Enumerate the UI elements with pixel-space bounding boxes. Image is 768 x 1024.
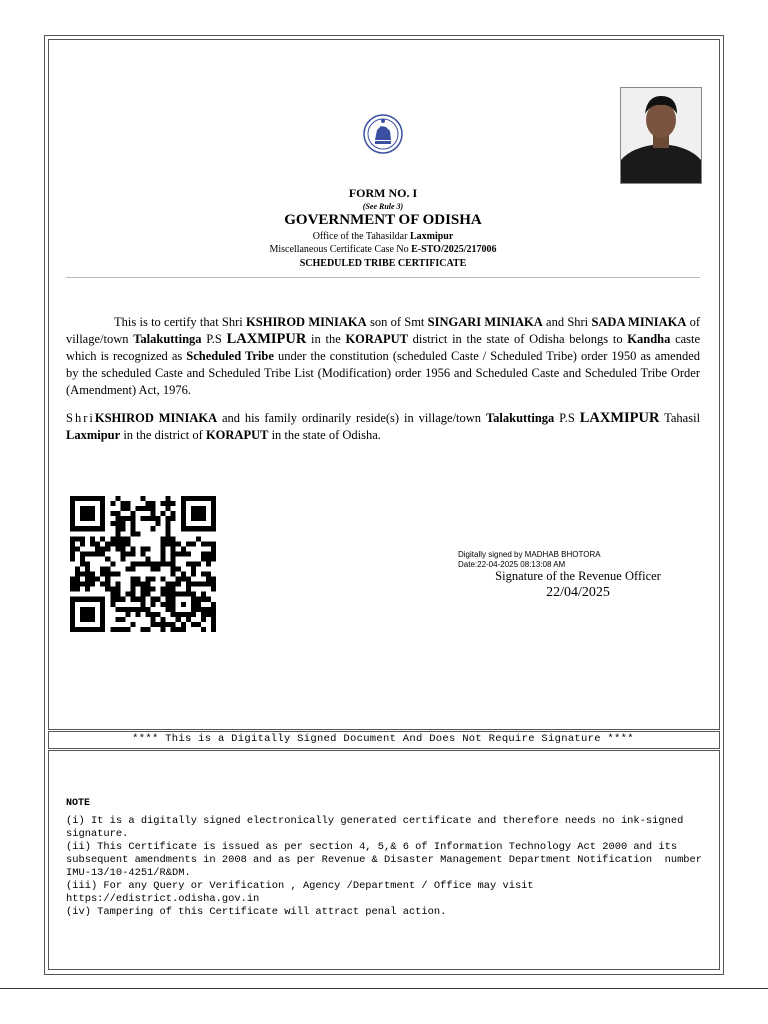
- applicant-photo: [620, 87, 702, 184]
- note-heading: NOTE: [66, 798, 91, 809]
- note-item: (i) It is a digitally signed electronically generated certificate and therefore needs no ink-signed signature.: [66, 815, 690, 840]
- category: Scheduled Tribe: [186, 349, 274, 363]
- odisha-emblem-icon: [362, 113, 404, 155]
- qr-code: [70, 495, 216, 633]
- case-prefix: Miscellaneous Certificate Case No: [269, 244, 409, 255]
- district: KORAPUT: [345, 332, 408, 346]
- digital-signed-by: Digitally signed by MADHAB BHOTORA: [458, 550, 601, 559]
- resident-ps: LAXMIPUR: [579, 410, 660, 426]
- digital-signed-date: Date:22-04-2025 08:13:08 AM: [458, 560, 566, 569]
- father-name: SADA MINIAKA: [591, 315, 687, 329]
- note-item: (iv) Tampering of this Certificate will attract penal action.: [66, 906, 447, 918]
- signature-title: Signature of the Revenue Officer: [495, 569, 661, 583]
- caste: Kandha: [627, 332, 671, 346]
- notes-list: [66, 815, 709, 919]
- police-station: LAXMIPUR: [226, 331, 307, 347]
- government-title: GOVERNMENT OF ODISHA: [284, 212, 482, 228]
- digital-notice: **** This is a Digitally Signed Document And Does Not Require Signature ****: [132, 733, 634, 745]
- office-prefix: Office of the Tahasildar: [312, 231, 408, 242]
- mother-name: SINGARI MINIAKA: [427, 315, 543, 329]
- certificate-paragraph-1: This is to certify that Shri KSHIROD MINIAKA son of Smt SINGARI MINIAKA and Shri SADA MINIAKA of village/town Talakuttinga P.S LAXMIPUR in the KORAPUT district in the state of Odisha belongs to Kandha caste which is recognized as Scheduled Tribe under the constitution (scheduled Caste / Scheduled Tribe) order 1950 as amended by the scheduled Caste and Scheduled Tribe List (Modification) order 1956 and Scheduled Caste and Scheduled Tribe Order (Amendment) Act, 1976.: [66, 315, 701, 397]
- case-number: E-STO/2025/217006: [411, 244, 497, 255]
- resident-district: KORAPUT: [205, 428, 269, 442]
- resident-village: Talakuttinga: [485, 411, 555, 425]
- applicant-name: KSHIROD MINIAKA: [246, 315, 367, 329]
- village: Talakuttinga: [133, 332, 202, 346]
- see-rule: (See Rule 3): [362, 202, 404, 211]
- certificate-title: SCHEDULED TRIBE CERTIFICATE: [299, 258, 467, 269]
- signature-date: 22/04/2025: [546, 585, 610, 600]
- form-number: FORM NO. I: [348, 186, 418, 200]
- header-divider: [66, 277, 700, 278]
- certificate-paragraph-2: ShriKSHIROD MINIAKA and his family ordinarily reside(s) in village/town Talakuttinga P.S LAXMIPUR Tahasil Laxmipur in the district of KORAPUT in the state of Odisha.: [66, 410, 701, 442]
- note-item: (iii) For any Query or Verification , Agency /Department / Office may visit https://edistrict.odisha.gov.in: [66, 880, 540, 905]
- page-bottom-rule: [0, 988, 768, 989]
- office-name: Laxmipur: [409, 231, 454, 242]
- note-item: (ii) This Certificate is issued as per section 4, 5,& 6 of Information Technology Act 2000 and its subsequent amendments in 2008 and as per Revenue & Disaster Management Department Notification number IMU-13/10-4251/R&DM.: [66, 841, 709, 879]
- case-number-line: [48, 244, 718, 255]
- resident-name: KSHIROD MINIAKA: [94, 411, 218, 425]
- digital-signature-block: [458, 550, 601, 570]
- tahasil: Laxmipur: [66, 428, 121, 442]
- office-line: [48, 231, 718, 242]
